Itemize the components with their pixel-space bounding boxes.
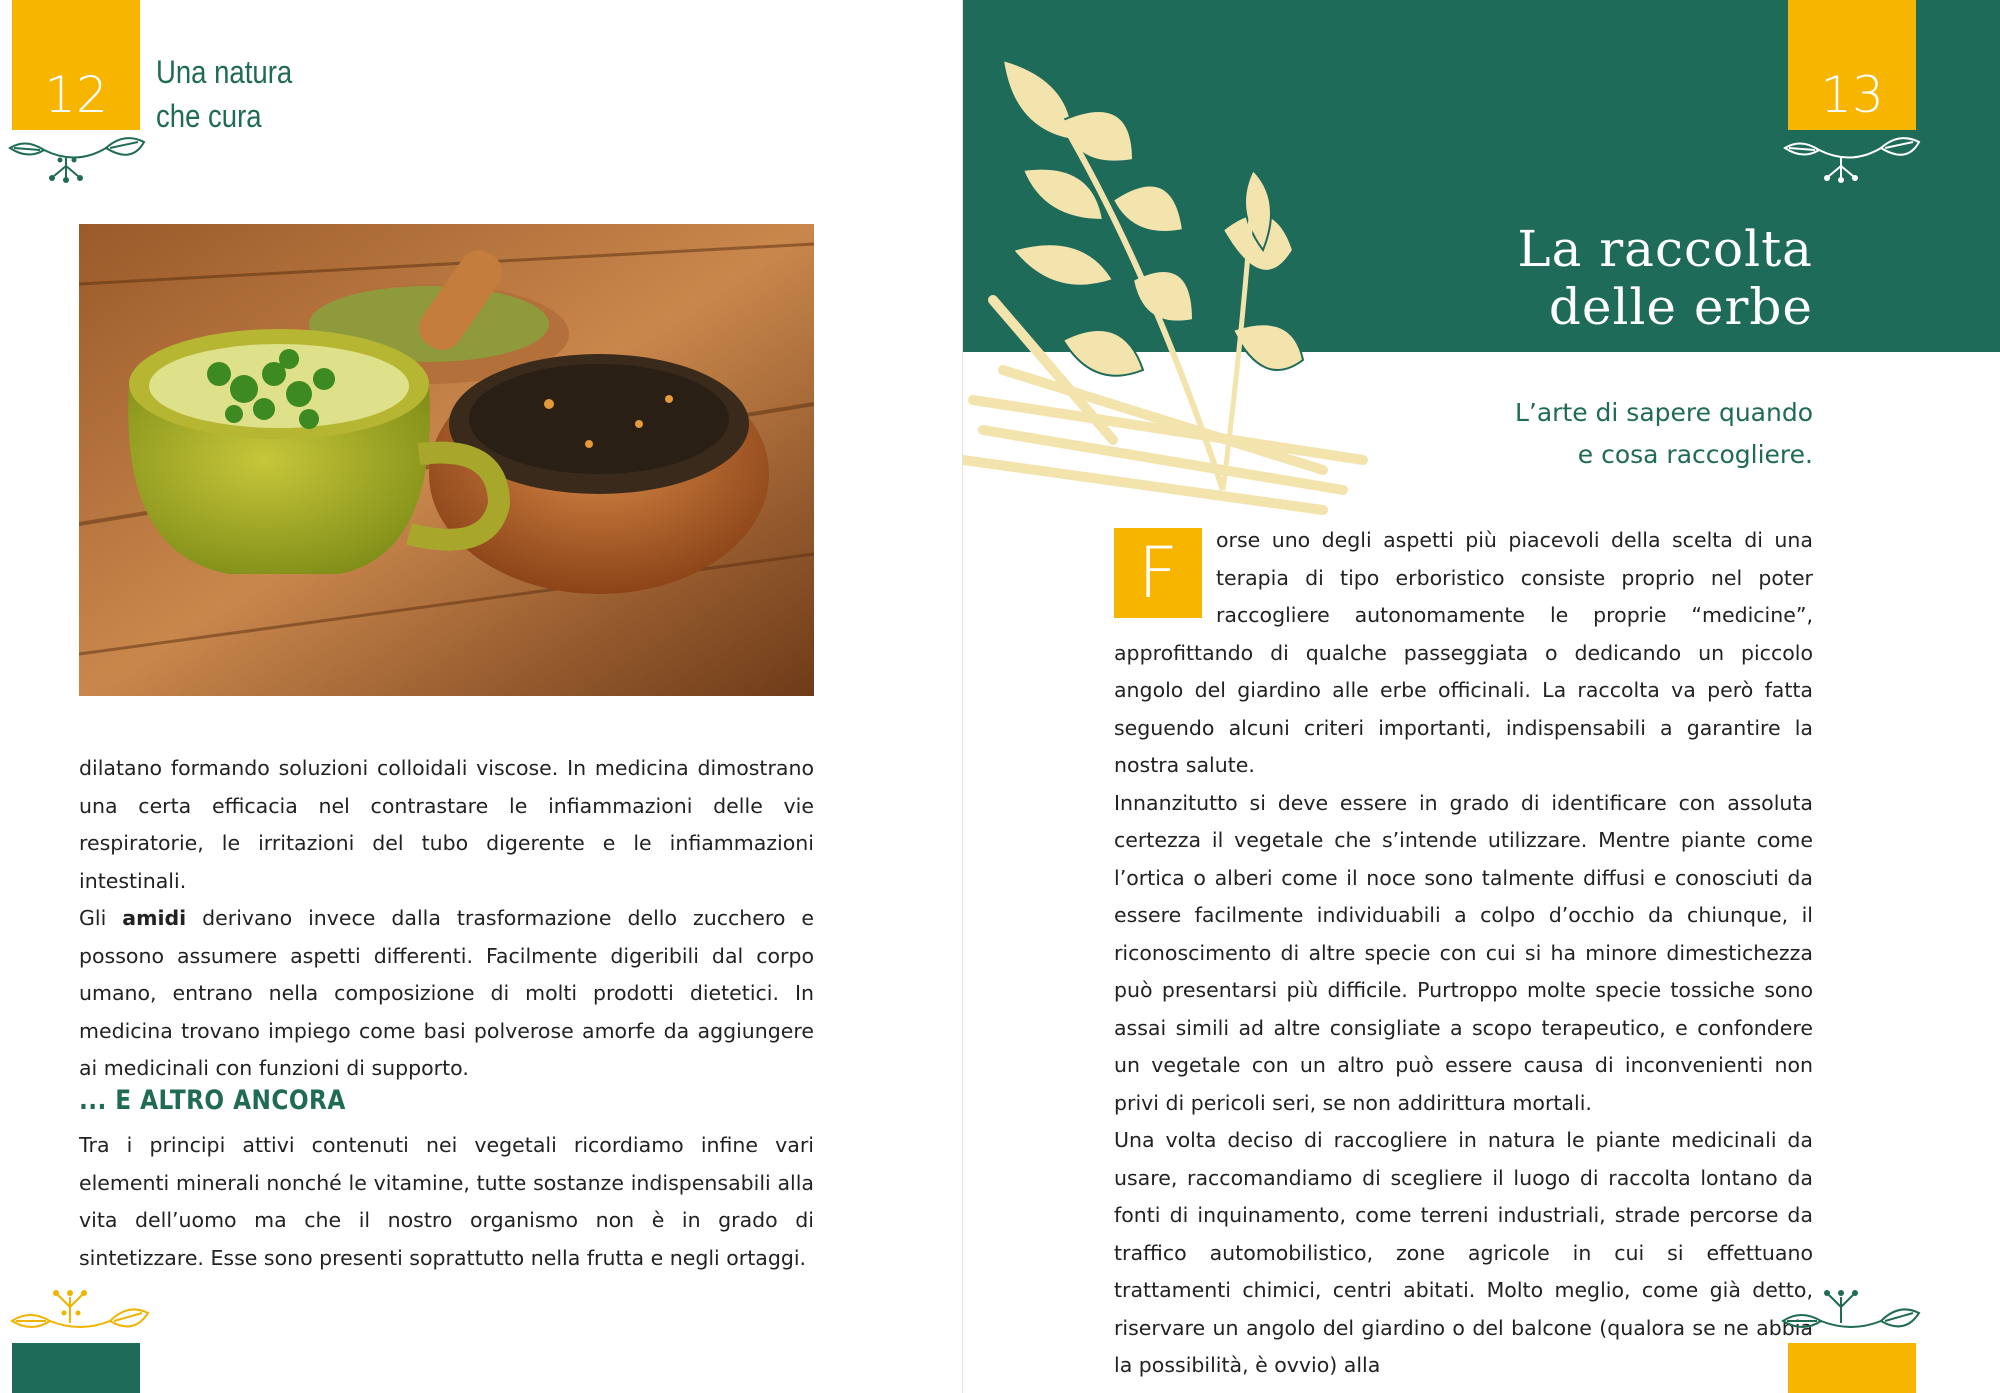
running-title-line1: Una natura (156, 54, 293, 90)
white-leaf-sprig-icon (1781, 130, 1921, 190)
corner-block-gold (1788, 1343, 1916, 1393)
left-paragraph-2-rest: derivano invece dalla trasformazione dello zucchero e possono assumere aspetti differenti. Facilmente digeribili dal corpo umano, entrano nella composizione di molti prodotti dietetici. In medicina trovano impiego come basi polverose amorfe da aggiungere ai medicinali con funzioni di supporto. (79, 906, 815, 1080)
page-subtitle (1515, 392, 1813, 476)
page-number-left: 12 (12, 0, 140, 130)
page-number-right: 13 (1788, 0, 1916, 130)
drop-cap: F (1114, 528, 1202, 618)
corner-block-green (12, 1343, 140, 1393)
page-title (1517, 220, 1813, 336)
running-title (156, 50, 292, 138)
page-title-line1: La raccolta (1517, 220, 1813, 278)
left-paragraph-2-prefix: Gli (79, 906, 123, 930)
green-leaf-sprig-icon (1781, 1283, 1921, 1338)
left-paragraph-1: dilatano formando soluzioni colloidali viscose. In medicina dimostrano una certa efficacia nel contrastare le infiammazioni delle vie respiratorie, le irritazioni del tubo digerente e le infiammazioni intestinali. (79, 756, 814, 893)
page-subtitle-line1: L’arte di sapere quando (1514, 398, 1813, 427)
left-paragraph-2-bold: amidi (122, 906, 187, 930)
left-paragraph-2 (79, 900, 814, 1088)
right-paragraph-2: Innanzitutto si deve essere in grado di identificare con assoluta certezza il vegetale che s’intende utilizzare. Mentre piante come l’ortica o alberi come il noce sono talmente diffusi e conosciuti da essere facilmente individuabili a colpo d’occhio da chiunque, il riconoscimento di altre specie con cui si ha minore dimestichezza può presentarsi più difficile. Purtroppo molte specie tossiche sono assai simili ad altre consigliate a scopo terapeutico, e confondere un vegetale con un altro può essere causa di inconvenienti non privi di pericoli seri, se non addirittura mortali. (1114, 790, 1813, 1115)
right-paragraph-3: Una volta deciso di raccogliere in natura le piante medicinali da usare, raccomandiamo di scegliere il luogo di raccolta lontano da fonti di inquinamento, come terreni industriali, strade percorse da traffico automobilistico, zone agricole in cui si effettuano trattamenti chimici, centri abitati. Molto meglio, come già detto, riservare un angolo del giardino o del balcone (qualora se ne abbia la possibilità, è ovvio) alla (1114, 1128, 1813, 1377)
leaf-sprig-icon (6, 130, 146, 190)
right-body-text (1114, 522, 1813, 1385)
herb-illustration-icon (963, 50, 1383, 530)
left-body-text (79, 750, 814, 1088)
tea-cup-photo (79, 224, 814, 696)
section-subheading: ... E ALTRO ANCORA (79, 1085, 346, 1116)
right-page (963, 0, 2000, 1393)
running-title-line2: che cura (156, 98, 262, 134)
page-title-line2: delle erbe (1548, 278, 1813, 336)
left-body-text-2 (79, 1127, 814, 1277)
page-subtitle-line2: e cosa raccogliere. (1577, 440, 1813, 469)
gold-leaf-sprig-icon (10, 1283, 150, 1338)
left-paragraph-3: Tra i principi attivi contenuti nei vegetali ricordiamo infine vari elementi minerali nonché le vitamine, tutte sostanze indispensabili alla vita dell’uomo ma che il nostro organismo non è in grado di sintetizzare. Esse sono presenti soprattutto nella frutta e negli ortaggi. (79, 1133, 814, 1270)
right-paragraph-1: orse uno degli aspetti più piacevoli della scelta di una terapia di tipo erboristico consiste proprio nel poter raccogliere autonomamente le proprie “medicine”, approfittando di qualche passeggiata o dedicando un piccolo angolo del giardino alle erbe officinali. La raccolta va però fatta seguendo alcuni criteri importanti, indispensabili a garantire la nostra salute. (1114, 528, 1813, 777)
left-page (0, 0, 963, 1393)
